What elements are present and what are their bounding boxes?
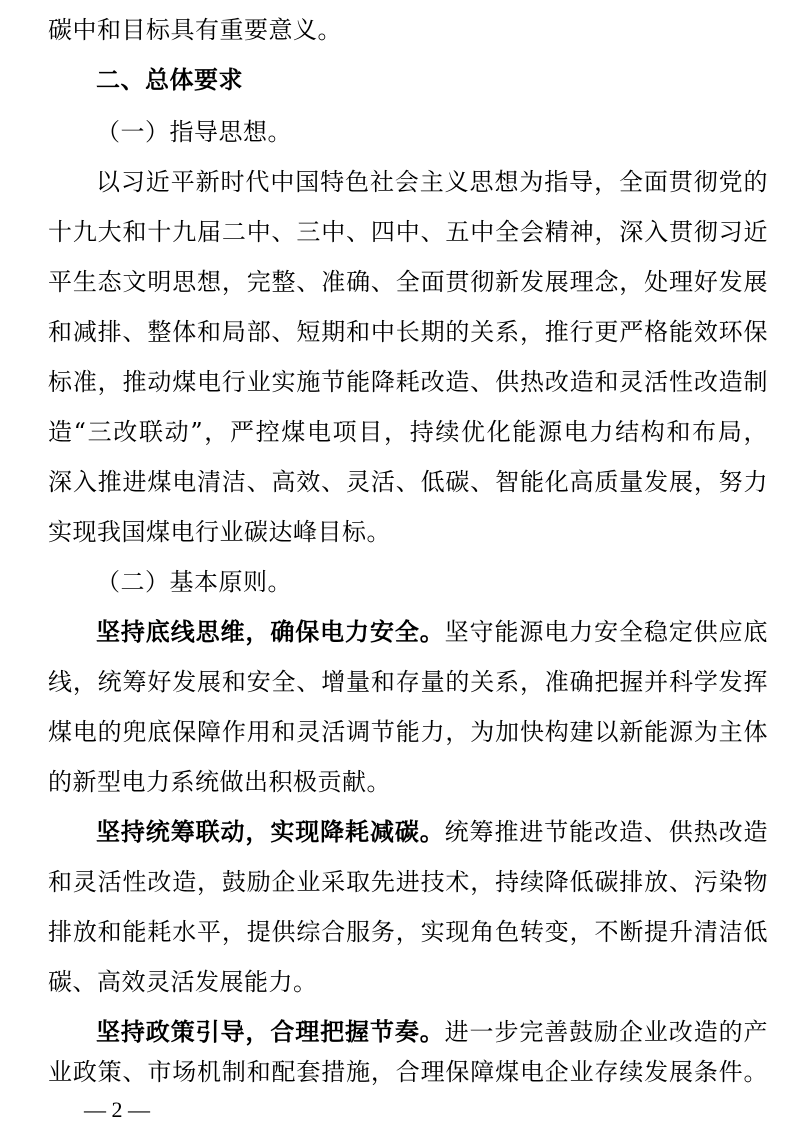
paragraph-line: 碳、高效灵活发展能力。 xyxy=(48,968,318,996)
paragraph-line: 以习近平新时代中国特色社会主义思想为指导，全面贯彻党的 xyxy=(96,168,768,196)
paragraph-line: 十九大和十九届二中、三中、四中、五中全会精神，深入贯彻习近 xyxy=(48,218,768,246)
principle-line xyxy=(96,616,768,648)
paragraph-line: 业政策、市场机制和配套措施，合理保障煤电企业存续发展条件。 xyxy=(48,1058,768,1086)
paragraph-line: 造“三改联动”，严控煤电项目，持续优化能源电力结构和布局， xyxy=(48,418,768,446)
paragraph-line: 排放和能耗水平，提供综合服务，实现角色转变，不断提升清洁低 xyxy=(48,918,768,946)
paragraph-line: 线，统筹好发展和安全、增量和存量的关系，准确把握并科学发挥 xyxy=(48,668,768,696)
subsection-heading: （二）基本原则。 xyxy=(96,568,292,596)
principle-text: 统筹推进节能改造、供热改造 xyxy=(444,818,769,846)
paragraph-line: 标准，推动煤电行业实施节能降耗改造、供热改造和灵活性改造制 xyxy=(48,368,768,396)
principle-lead: 坚持底线思维，确保电力安全。 xyxy=(96,617,445,646)
paragraph-line: 的新型电力系统做出积极贡献。 xyxy=(48,768,391,796)
subsection-heading: （一）指导思想。 xyxy=(96,118,292,146)
paragraph-line: 深入推进煤电清洁、高效、灵活、低碳、智能化高质量发展，努力 xyxy=(48,468,768,496)
page-number: — 2 — xyxy=(84,1097,150,1122)
paragraph-line: 碳中和目标具有重要意义。 xyxy=(48,16,342,44)
paragraph-line: 煤电的兜底保障作用和灵活调节能力，为加快构建以新能源为主体 xyxy=(48,718,768,746)
principle-line xyxy=(96,1016,768,1048)
principle-lead: 坚持统筹联动，实现降耗减碳。 xyxy=(96,817,445,846)
paragraph-line: 实现我国煤电行业碳达峰目标。 xyxy=(48,518,391,546)
section-heading: 二、总体要求 xyxy=(96,66,243,94)
paragraph-line: 平生态文明思想，完整、准确、全面贯彻新发展理念，处理好发展 xyxy=(48,268,768,296)
paragraph-line: 和灵活性改造，鼓励企业采取先进技术，持续降低碳排放、污染物 xyxy=(48,868,768,896)
principle-lead: 坚持政策引导，合理把握节奏。 xyxy=(96,1017,445,1046)
principle-line xyxy=(96,816,768,848)
principle-text: 坚守能源电力安全稳定供应底 xyxy=(444,618,769,646)
principle-text: 进一步完善鼓励企业改造的产 xyxy=(444,1018,769,1046)
paragraph-line: 和减排、整体和局部、短期和中长期的关系，推行更严格能效环保 xyxy=(48,318,768,346)
